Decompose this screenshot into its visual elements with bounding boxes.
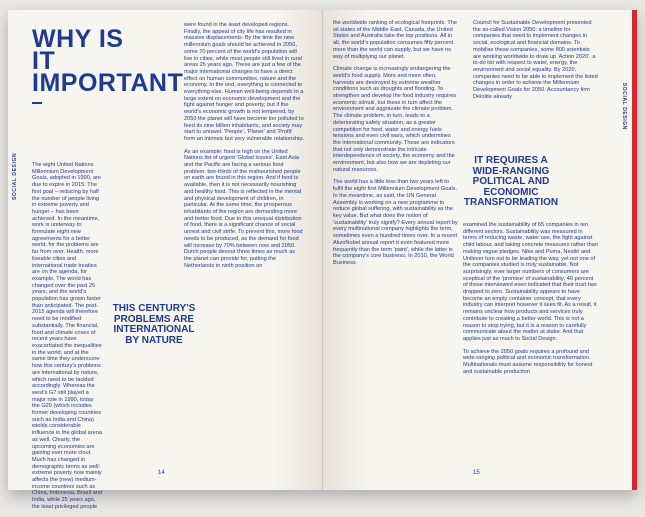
right-col2-paragraph-b: examined the sustainability of 65 companies in ten different sectors. Sustainability was measured in terms of reducing waste, water use, the fight against child labour, and taking concrete measures rather than making vague pledges. Nike and Puma, Nestlé and Unilever turn out to be leading the way, yet not one of the companies studied is truly sustainable. Not surprisingly, ever larger numbers of consumers are sceptical of the 'promise' of sustainability; 40 percent of those interviewed even indicated that their trust has dropped to zero. Sustainability appears to have become an empty container concept, that every industry can interpret however it sees fit. As a result, it remains unclear how products and services truly contribute to creating a better world. This is not a reason to stop trying, but it is a reason to carefully communicate about the matter at stake. And that applies just as much to Social Design. <box>463 222 598 342</box>
right-column-2-lower <box>463 222 598 381</box>
left-col2-paragraph-a: were found in the least developed regions. Finally, the appeal of city life has resulted in massive displacements. By the time the new millennium goals should be achieved in 2050, some 70 percent of the world's population will live in cities, while most people still lived in rural areas 25 years ago. These are just a few of the major international changes to have a direct effect on human communities, nature and the economy. In the end, everything is connected to everything else. Human well-being depends to a large extent on economic development and the fight against hunger and poverty; but if the world's economic growth is not tempered, by 2050 the planet will have become too polluted to feed its nine billion inhabitants, and society may start to unravel. 'People', 'Planet' and 'Profit' form an intrinsic but very vulnerable relationship. <box>184 22 305 142</box>
section-label: SOCIAL DESIGN <box>12 152 18 200</box>
left-col1-paragraph: The eight United Nations Millennium Development Goals, adopted in 1990, are due to expire in 2015. The first goal – reducing by half the number of people living in extreme poverty and hunger – has been achieved. In the meantime, work is underway to formulate eight new agreements for a better world, for the problems are far from over. Health, more liveable cities and international trade treaties are on the agenda, for example. The world has changed over the past 25 years, and the world's population has grown faster than anticipated. The post-2015 agenda will therefore need to be modified substantially. The financial, food and climate crises of recent years have exacerbated the inequalities in the world, and at the same time they underscore how this century's problems are international by nature, which need to be tackled accordingly. Whereas the west's G7 still played a major role in 1990, today the G20 (which includes former developing countries such as India and China) wields considerable influence in the global arena as well. Clearly, the upcoming economies are gaining ever more clout. Much has changed in demographic terms as well: extreme poverty now mainly affects the (new) medium-income countries such as China, Indonesia, Brazil and India, while 25 years ago, the least privileged people <box>32 162 102 510</box>
right-col2-paragraph-a: Council for Sustainable Development presented the so-called Vision 2050: a timeline for companies that need to implement changes in social, ecological and financial domains. To mobilise these companies, some 800 scientists are working worldwide to draw up 'Action 2020', a to-do list with respect to water, energy, the environment and social equality. By 2020, companies need to be able to implement the listed changes in order to achieve the Millennium Development Goals for 2050. Accountancy firm Deloitte already <box>473 20 598 100</box>
section-label: SOCIAL DESIGN <box>621 82 627 130</box>
right-column-1 <box>333 20 458 273</box>
heading-dash <box>32 102 42 104</box>
left-column-2 <box>184 22 304 275</box>
right-column-2 <box>473 20 598 106</box>
right-col1-paragraph-c: The world has a little less than two years left to fulfil the eight first Millennium Development Goals. In the meantime, as said, the UN General Assembly is working on a new programme to reduce global suffering, with sustainability as the key value. But what does the notion of 'sustainability' truly signify? Every annual report by every multinational company highlights the term, sometimes even a hundred times over. In a recent AkzoNobel annual report it even featured more frequently than the term 'paint', while the latter is the company's core business. In 2010, the World Business <box>333 179 458 266</box>
left-page <box>8 10 322 510</box>
right-col2-paragraph-c: To achieve the 2050 goals requires a profound and wide-ranging political and economic transformation. Multinationals must assume responsibility for honest and sustainable production <box>463 348 593 375</box>
page-number: 14 <box>158 470 165 476</box>
left-col2-paragraph-b: As an example: food is high on the United Nations list of urgent 'Global Issues'. East Asia and the Pacific are facing a serious food problem: two-thirds of the malnourished people on earth are found in this region. And if food is available, then it is not necessarily nourishing and healthy food. This is reflected in the mental and physical development of children, in particular. At the same time, the prosperous inhabitants of the region are demanding more and better food. Due to this unequal distribution of food, there is a significant chance of social unrest and civil strife. To prevent this, more food needs to be produced, as the demand for food will increase by 70% between now and 2050. Dutch people devour three times as much as the planet can provide for, putting the Netherlands in ninth position on <box>184 148 303 269</box>
magazine-spread <box>8 10 637 510</box>
pull-quote: IT REQUIRES A WIDE-RANGING POLITICAL AND ECONOMIC TRANSFORMATION <box>463 155 559 208</box>
pull-quote: THIS CENTURY'S PROBLEMS ARE INTERNATIONAL BY NATURE <box>112 303 196 346</box>
right-page <box>323 10 637 490</box>
page-heading: WHY IS IT IMPORTANT <box>32 25 184 97</box>
page-number: 15 <box>473 470 480 476</box>
left-column-1 <box>32 162 102 517</box>
right-col1-paragraph-b: Climate change is increasingly endangering the world's food supply. More and more often, harvests are destroyed by extreme weather conditions such as droughts and flooding. To strengthen and develop the food industry requires economic stimuli, but these in turn affect the environment and aggravate the climate problem. The climate problem, in turn, leads to a deteriorating safety situation, as a greater competition for food, water and energy fuels tensions and even civil wars, which undermines the international community. These are indicators that not only demonstrate the intricate interdependence of society, the economy and the environment, but also how we are depleting our natural resources. <box>333 66 457 173</box>
right-col1-paragraph-a: the worldwide ranking of ecological footprints. The oil states of the Middle East, Canada, the United States and Australia take the top positions. All in all, the world's population consumes fifty percent more than the world can supply, but we have no way of multiplying our planet. <box>333 20 457 60</box>
red-page-edge <box>632 10 637 490</box>
